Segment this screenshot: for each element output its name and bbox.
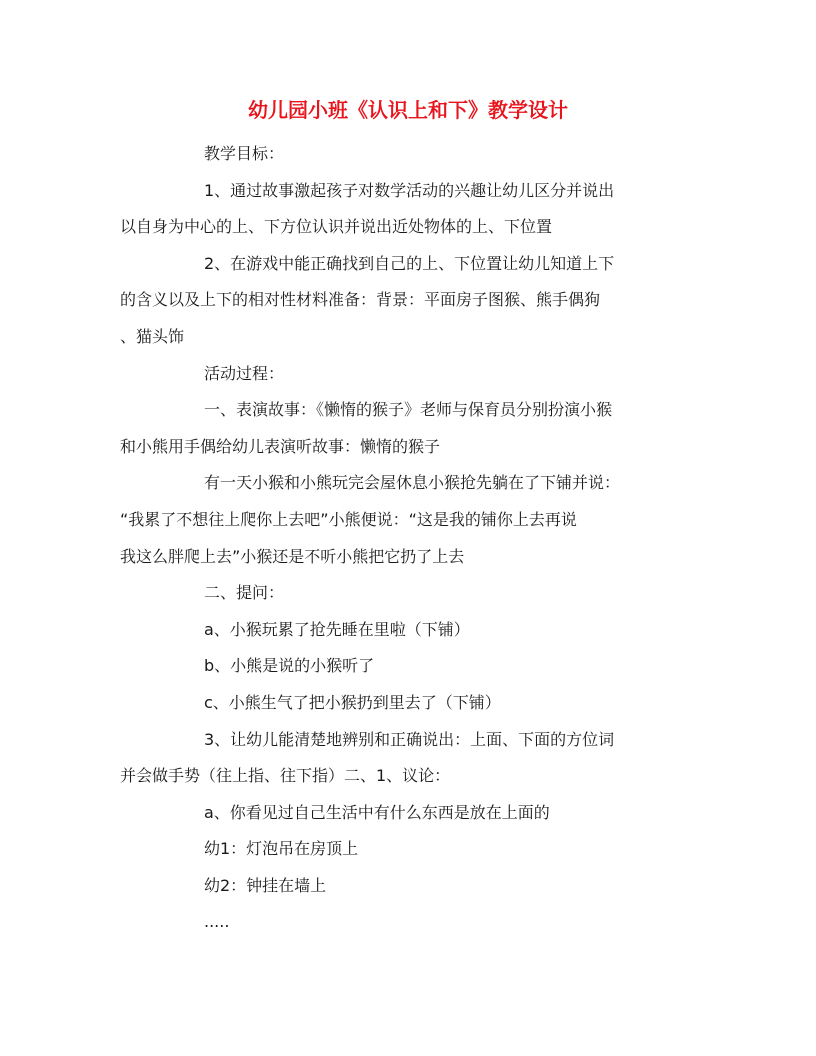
- paragraph-question-b: [120, 648, 696, 685]
- text-line: 3、让幼儿能清楚地辨别和正确说出：上面、下面的方位词: [204, 729, 615, 749]
- text-line: 的含义以及上下的相对性材料准备：背景：平面房子图猴、熊手偶狗: [120, 290, 601, 310]
- text-line: 活动过程：: [204, 363, 285, 383]
- text-line: 一、表演故事：《懒惰的猴子》老师与保育员分别扮演小猴: [204, 400, 613, 420]
- paragraph-child-1: [120, 831, 696, 868]
- text-line: “我累了不想往上爬你上去吧”小熊便说：“这是我的铺你上去再说: [120, 509, 577, 529]
- text-line: 二、提问：: [204, 583, 285, 603]
- text-line: a、你看见过自己生活中有什么东西是放在上面的: [204, 802, 550, 822]
- paragraph-ellipsis: [120, 904, 696, 941]
- document-body: [120, 136, 696, 941]
- paragraph-objective-1: [120, 173, 696, 246]
- text-line: 、猫头饰: [120, 326, 185, 346]
- text-line: 幼2：钟挂在墙上: [204, 875, 327, 895]
- text-line: 幼1：灯泡吊在房顶上: [204, 839, 359, 859]
- paragraph-story-text: [120, 465, 696, 575]
- paragraph-story-performance: [120, 392, 696, 465]
- text-line: c、小熊生气了把小猴扔到里去了（下铺）: [204, 692, 501, 712]
- text-line: 1、通过故事激起孩子对数学活动的兴趣让幼儿区分并说出: [204, 180, 615, 200]
- text-line: a、小猴玩累了抢先睡在里啦（下铺）: [204, 619, 470, 639]
- paragraph-process-heading: [120, 356, 696, 393]
- document-title: 幼儿园小班《认识上和下》教学设计: [248, 98, 568, 122]
- paragraph-question-a: [120, 612, 696, 649]
- paragraph-objectives-heading: [120, 136, 696, 173]
- paragraph-discussion-a: [120, 795, 696, 832]
- paragraph-objective-2: [120, 246, 696, 356]
- text-line: .....: [204, 912, 230, 932]
- paragraph-question-c: [120, 685, 696, 722]
- paragraph-questions-heading: [120, 575, 696, 612]
- text-line: 有一天小猴和小熊玩完会屋休息小猴抢先躺在了下铺并说：: [204, 473, 621, 493]
- text-line: 以自身为中心的上、下方位认识并说出近处物体的上、下位置: [120, 217, 553, 237]
- text-line: 我这么胖爬上去”小猴还是不听小熊把它扔了上去: [120, 546, 465, 566]
- paragraph-child-2: [120, 868, 696, 905]
- text-line: 教学目标：: [204, 144, 285, 163]
- paragraph-step-3: [120, 722, 696, 795]
- text-line: 2、在游戏中能正确找到自己的上、下位置让幼儿知道上下: [204, 253, 615, 273]
- text-line: 并会做手势（往上指、往下指）二、1、议论：: [120, 766, 451, 786]
- text-line: 和小熊用手偶给幼儿表演听故事：懒惰的猴子: [120, 436, 441, 456]
- text-line: b、小熊是说的小猴听了: [204, 656, 375, 676]
